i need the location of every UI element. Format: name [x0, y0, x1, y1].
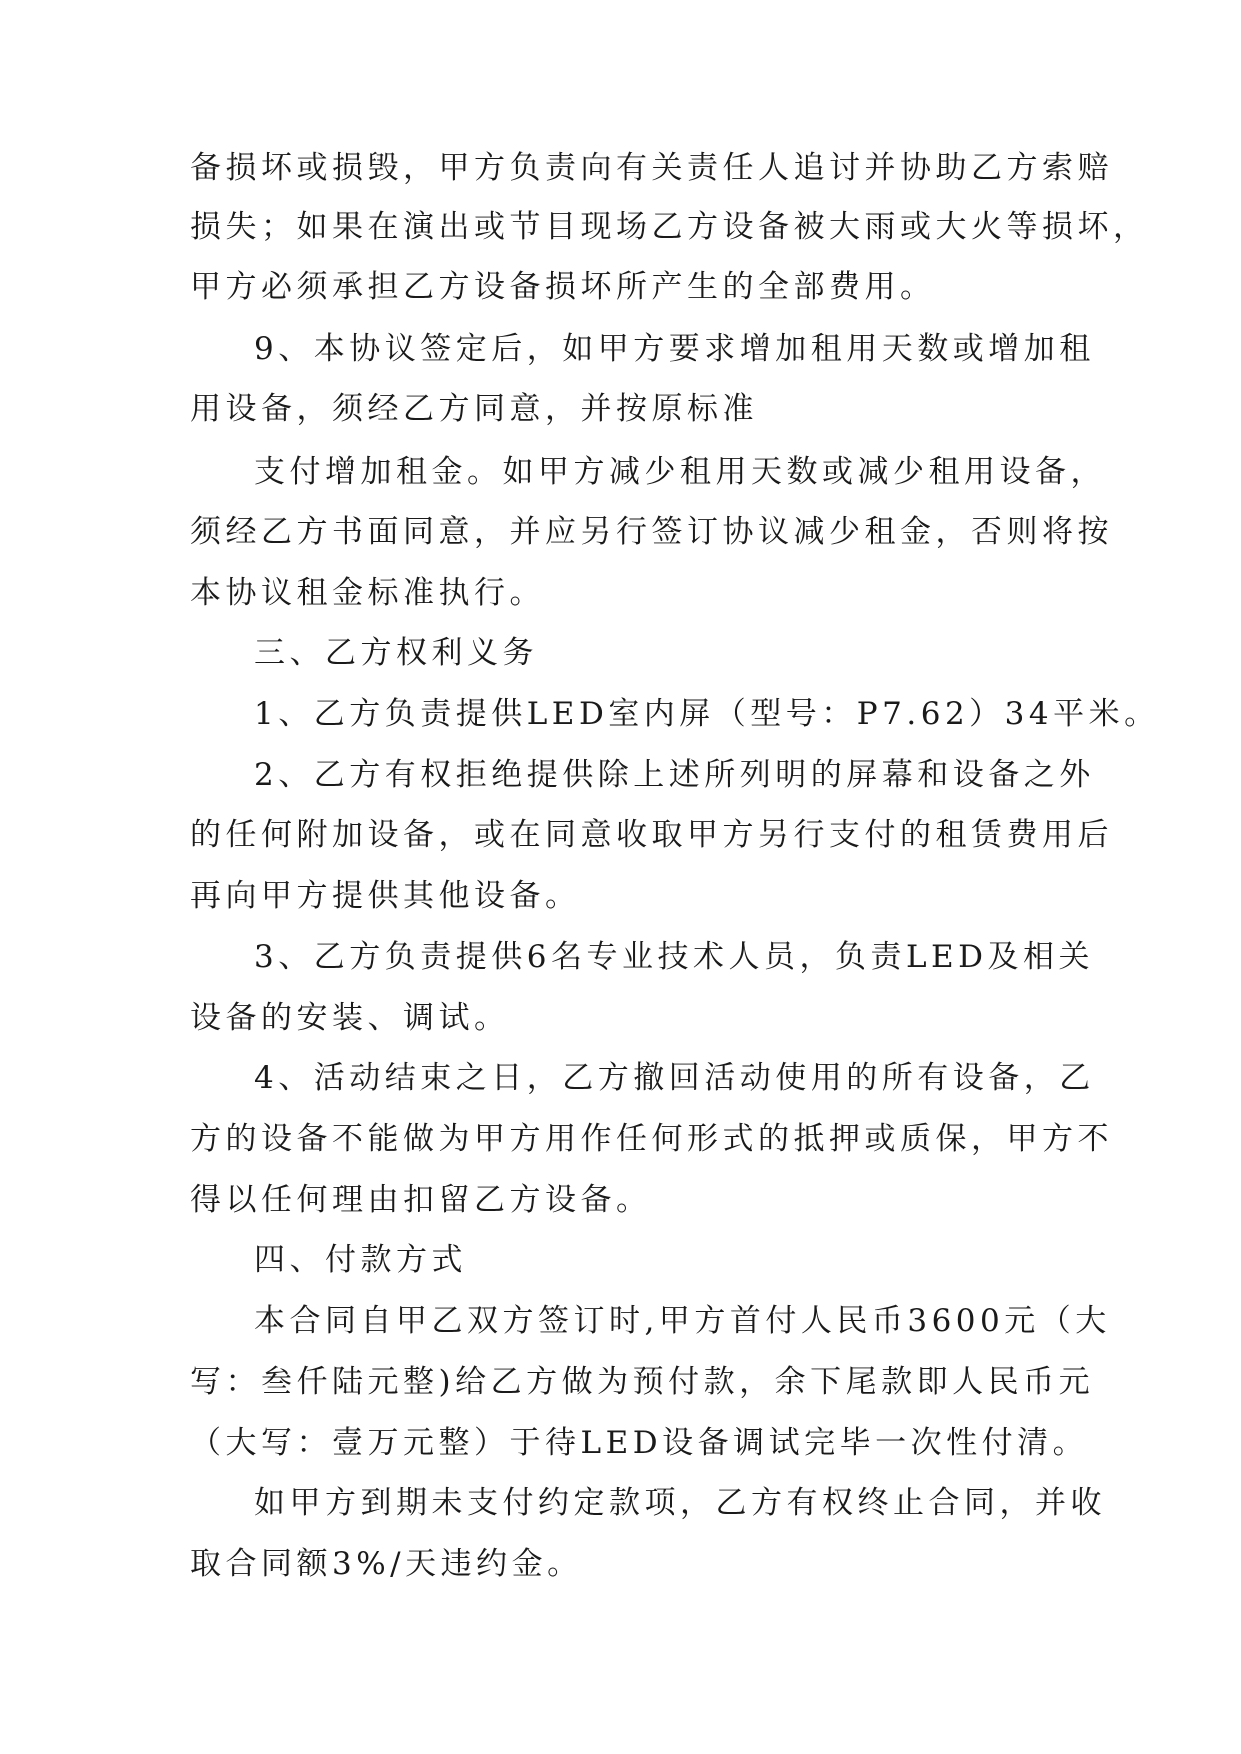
- text-line: 9、本协议签定后，如甲方要求增加租用天数或增加租: [254, 331, 1095, 367]
- text-line: 甲方必须承担乙方设备损坏所产生的全部费用。: [190, 269, 936, 305]
- text-line: 1、乙方负责提供LED室内屏（型号：P7.62）34平米。: [254, 696, 1160, 732]
- text-line: 支付增加租金。如甲方减少租用天数或减少租用设备，: [254, 454, 1106, 490]
- text-line: 取合同额3%/天违约金。: [190, 1546, 583, 1582]
- text-line: 的任何附加设备，或在同意收取甲方另行支付的租赁费用后: [190, 817, 1113, 853]
- text-line: 再向甲方提供其他设备。: [190, 878, 581, 914]
- text-line: 损失；如果在演出或节目现场乙方设备被大雨或大火等损坏，: [190, 209, 1149, 245]
- text-line: 本协议租金标准执行。: [190, 575, 545, 611]
- text-line: 得以任何理由扣留乙方设备。: [190, 1182, 652, 1218]
- text-line: 须经乙方书面同意，并应另行签订协议减少租金，否则将按: [190, 514, 1113, 550]
- text-line: 如甲方到期未支付约定款项，乙方有权终止合同，并收: [254, 1485, 1106, 1521]
- text-line: 4、活动结束之日，乙方撤回活动使用的所有设备，乙: [254, 1060, 1095, 1096]
- text-line: 设备的安装、调试。: [190, 1000, 510, 1036]
- section-heading: 四、付款方式: [254, 1242, 467, 1278]
- text-line: 备损坏或损毁，甲方负责向有关责任人追讨并协助乙方索赔: [190, 150, 1113, 186]
- section-heading: 三、乙方权利义务: [254, 635, 538, 671]
- text-line: 方的设备不能做为甲方用作任何形式的抵押或质保，甲方不: [190, 1121, 1113, 1157]
- text-line: 用设备，须经乙方同意，并按原标准: [190, 391, 758, 427]
- text-line: 2、乙方有权拒绝提供除上述所列明的屏幕和设备之外: [254, 757, 1095, 793]
- text-line: 3、乙方负责提供6名专业技术人员，负责LED及相关: [254, 939, 1095, 975]
- text-line: 本合同自甲乙双方签订时,甲方首付人民币3600元（大: [254, 1303, 1111, 1339]
- text-line: （大写：壹万元整）于待LED设备调试完毕一次性付清。: [190, 1425, 1089, 1461]
- text-line: 写：叁仟陆元整)给乙方做为预付款，余下尾款即人民币元: [190, 1364, 1095, 1400]
